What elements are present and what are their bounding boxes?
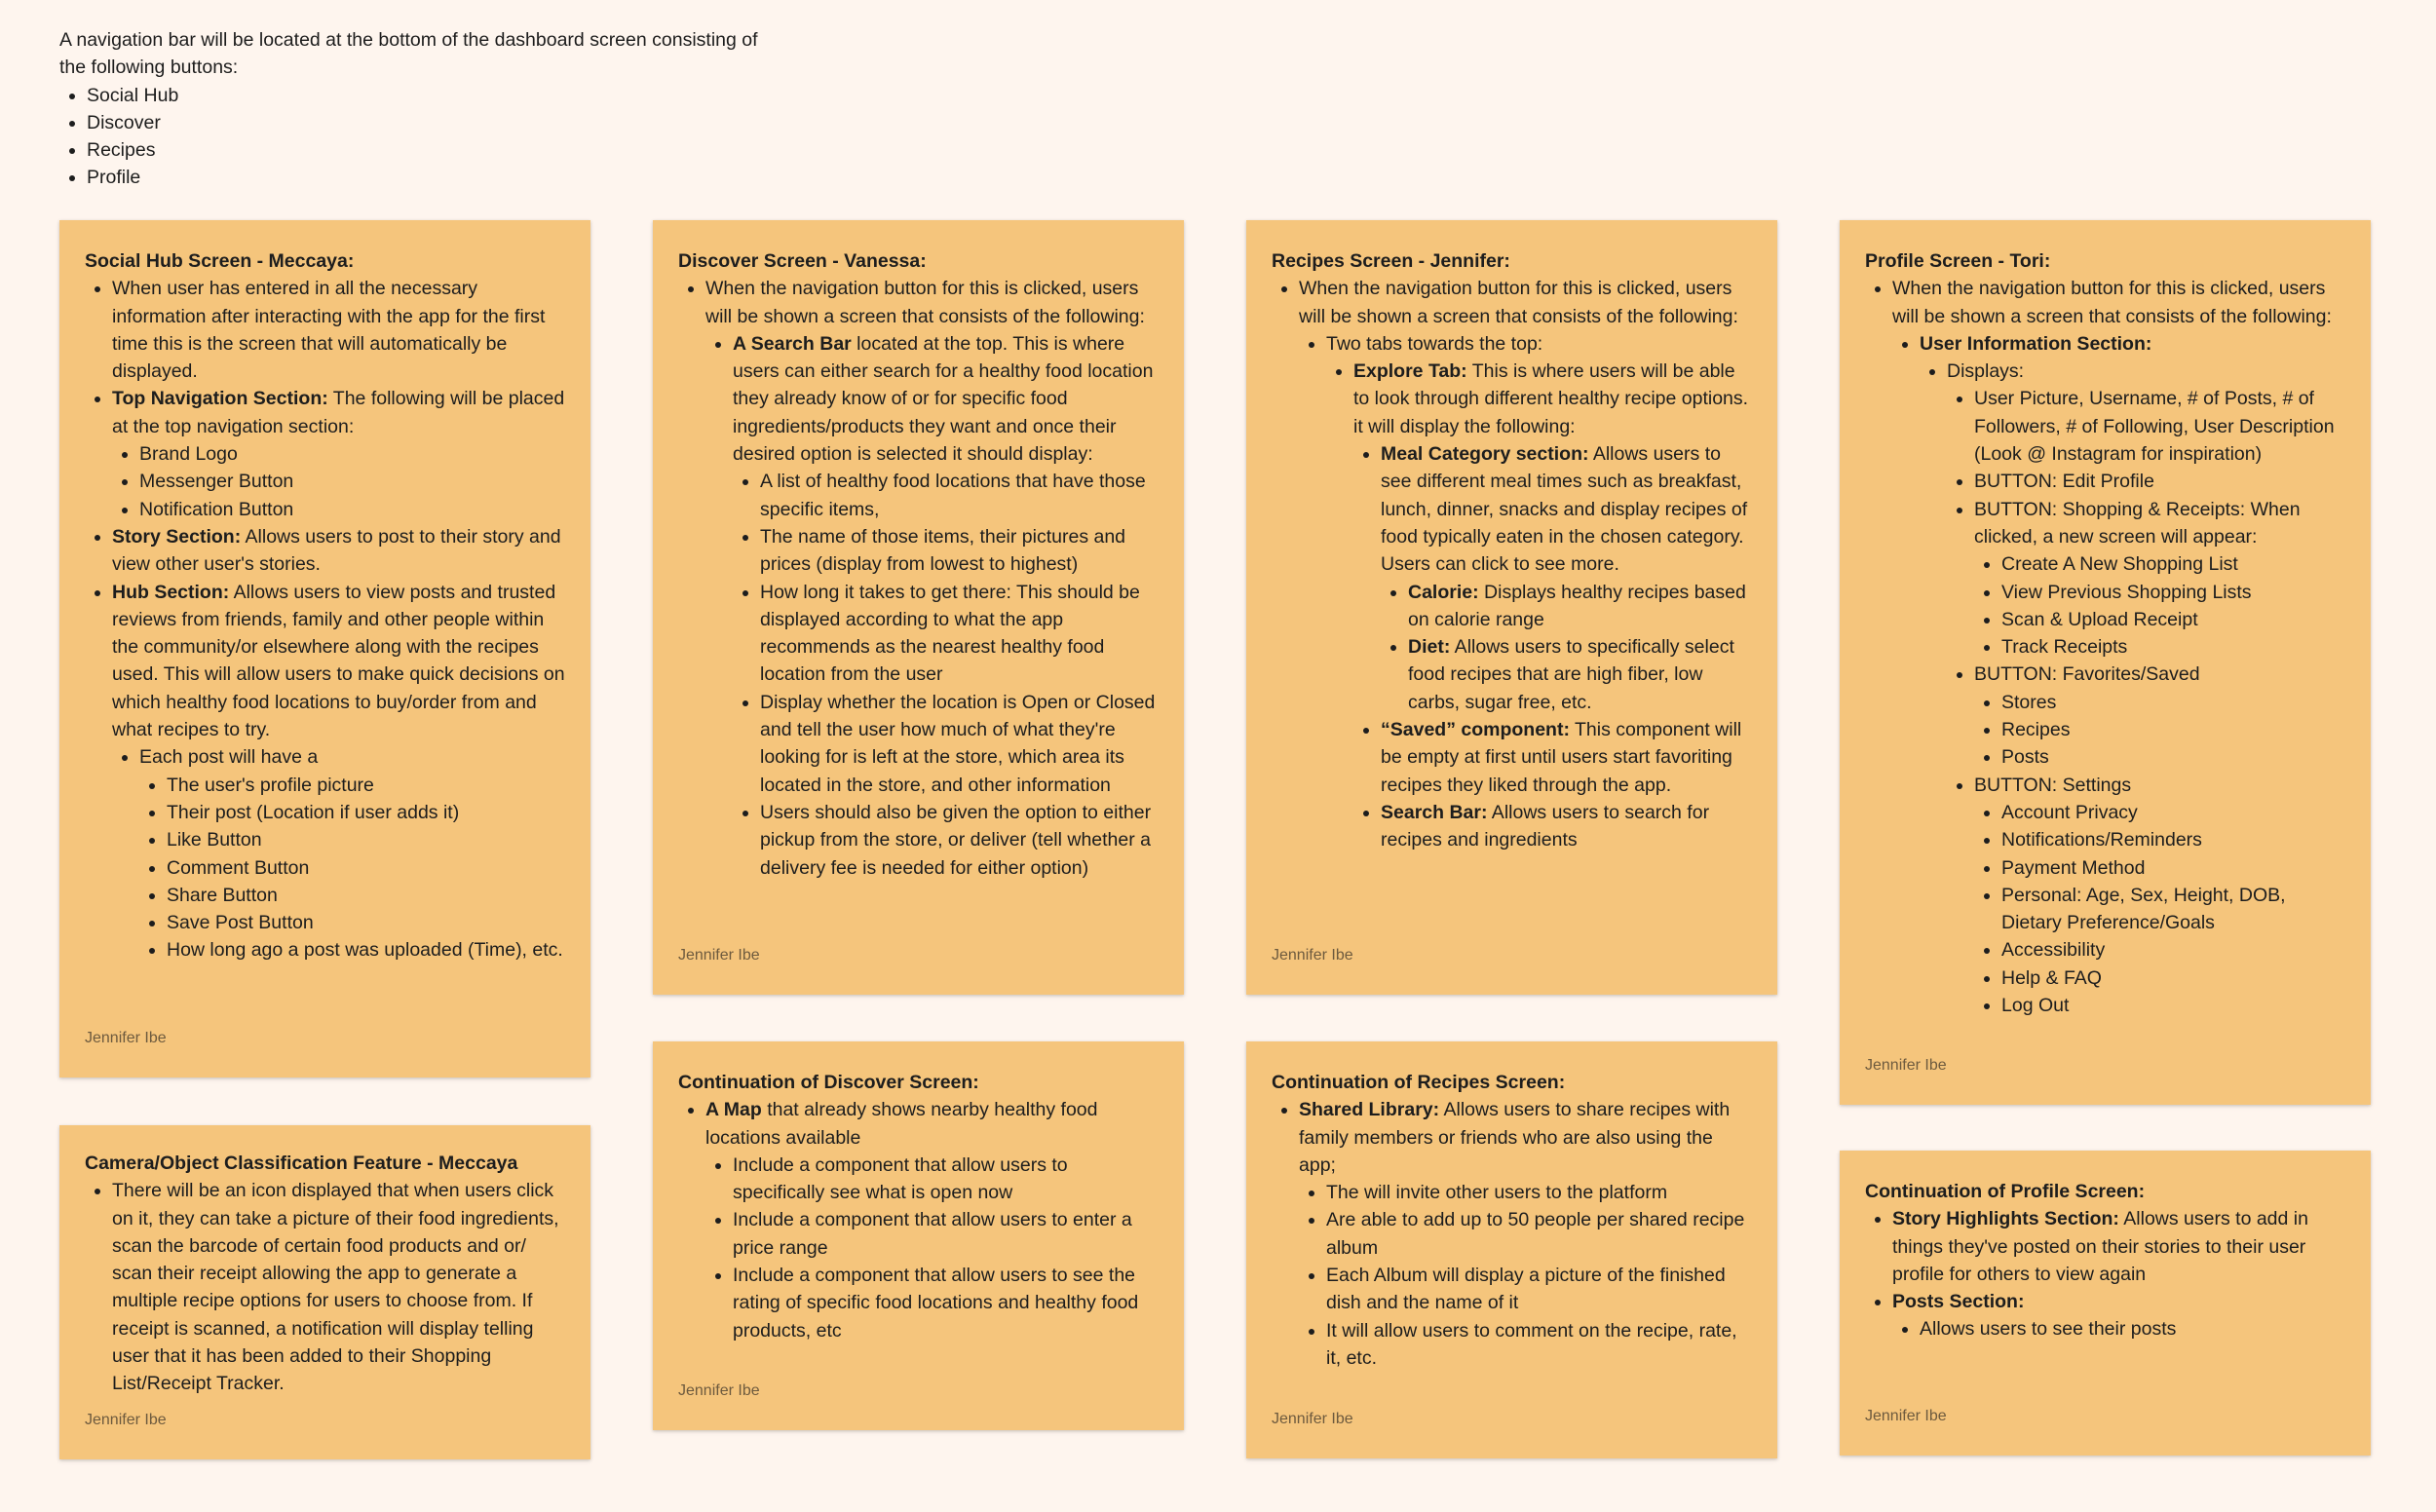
note-list: [85, 1177, 565, 1397]
sticky-note-social-hub[interactable]: [59, 220, 590, 1077]
note-list: [85, 275, 565, 964]
list-item: • A Search Bar located at the top. This is where users can either search for a healthy food location they already know of or for specific food ingredients/products they want and once their desired option is selected it should display: • A list of healthy food locations that have those specific items, • The name of those items, their pictures and prices (display from lowest to highest) • How long it takes to get there: This should be displayed according to what the app recommends as the nearest healthy food location from the user • Display whether the location is Open or Closed and tell the user how much of what they're looking for is left at the store, which area its located in the store, and other information • Users should also be given the option to either pickup from the store, or deliver (tell whether a delivery fee is needed for either option): [733, 330, 1159, 882]
list-item: • Users should also be given the option to either pickup from the store, or deliver (tell whether a delivery fee is needed for either option): [760, 799, 1159, 882]
note-author: Jennifer Ibe: [1865, 1407, 1947, 1424]
note-list: [1865, 1205, 2345, 1342]
note-author: Jennifer Ibe: [678, 1381, 760, 1399]
list-item: • Recipes: [2001, 716, 2345, 743]
list-item: • BUTTON: Settings • Account Privacy • Notifications/Reminders • Payment Method • Personal: Age, Sex, Height, DOB, Dietary Preference/Goals • Accessibility • Help & FAQ • Log Out: [1974, 772, 2345, 1020]
list-item: • How long it takes to get there: This should be displayed according to what the app recommends as the nearest healthy food location from the user: [760, 579, 1159, 689]
list-item: • When the navigation button for this is clicked, users will be shown a screen that consists of the following: • Two tabs towards the top: • Explore Tab: This is where users will be able to look through different healthy recipe options. it will display the following: • Meal Category section: Allows users to see different meal times such as breakfast, lunch, dinner, snacks and display recipes of food typically eaten in the chosen category. Users can click to see more. • Calorie: Displays healthy recipes based on calorie range • Diet: Allows users to specifically select food recipes that are high fiber, low carbs, sugar free, etc. • “Saved” component: This component will be empty at first until users start favoriting recipes they liked through the app. • Search Bar: Allows users to search for recipes and ingredients: [1299, 275, 1752, 853]
list-item: • Include a component that allow users to enter a price range: [733, 1206, 1159, 1262]
list-item: • Each Album will display a picture of the finished dish and the name of it: [1326, 1262, 1752, 1317]
list-item: • View Previous Shopping Lists: [2001, 579, 2345, 606]
list-item: • Like Button: [167, 826, 565, 853]
sticky-note-discover[interactable]: [653, 220, 1184, 995]
note-list: [678, 1096, 1159, 1344]
note-title: Discover Screen - Vanessa:: [678, 250, 927, 272]
note-title: Profile Screen - Tori:: [1865, 250, 2051, 272]
list-item: • Story Highlights Section: Allows users to add in things they've posted on their stories to their user profile for others to view again: [1892, 1205, 2345, 1288]
list-item: • BUTTON: Shopping & Receipts: When clicked, a new screen will appear: • Create A New Shopping List • View Previous Shopping Lists • Scan & Upload Receipt • Track Receipts: [1974, 496, 2345, 662]
note-title: Continuation of Discover Screen:: [678, 1072, 979, 1093]
list-item: • Calorie: Displays healthy recipes based on calorie range: [1408, 579, 1752, 634]
list-item: • Account Privacy: [2001, 799, 2345, 826]
list-item: • Display whether the location is Open or Closed and tell the user how much of what they're looking for is left at the store, which area its located in the store, and other information: [760, 689, 1159, 799]
nav-button-item: • Recipes: [87, 136, 761, 164]
list-item: • Posts Section: • Allows users to see their posts: [1892, 1288, 2345, 1343]
list-item: • Scan & Upload Receipt: [2001, 606, 2345, 633]
note-author: Jennifer Ibe: [1865, 1056, 1947, 1074]
list-item: • Explore Tab: This is where users will be able to look through different healthy recipe options. it will display the following: • Meal Category section: Allows users to see different meal times such as breakfast, lunch, dinner, snacks and display recipes of food typically eaten in the chosen category. Users can click to see more. • Calorie: Displays healthy recipes based on calorie range • Diet: Allows users to specifically select food recipes that are high fiber, low carbs, sugar free, etc. • “Saved” component: This component will be empty at first until users start favoriting recipes they liked through the app. • Search Bar: Allows users to search for recipes and ingredients: [1353, 358, 1752, 853]
list-item: • “Saved” component: This component will be empty at first until users start favoriting recipes they liked through the app.: [1381, 716, 1752, 799]
list-item: • Payment Method: [2001, 854, 2345, 882]
list-item: • Meal Category section: Allows users to see different meal times such as breakfast, lunch, dinner, snacks and display recipes of food typically eaten in the chosen category. Users can click to see more. • Calorie: Displays healthy recipes based on calorie range • Diet: Allows users to specifically select food recipes that are high fiber, low carbs, sugar free, etc.: [1381, 440, 1752, 716]
sticky-note-camera-feature[interactable]: [59, 1125, 590, 1459]
list-item: • User Information Section: • Displays: • User Picture, Username, # of Posts, # of Followers, # of Following, User Description (Look @ Instagram for inspiration) • BUTTON: Edit Profile • BUTTON: Shopping & Receipts: When clicked, a new screen will appear: • Create A New Shopping List • View Previous Shopping Lists • Scan & Upload Receipt • Track Receipts • BUTTON: Favorites/Saved • Stores • Recipes • Posts • BUTTON: Settings • Account Privacy • Notifications/Reminders • Payment Method • Personal: Age, Sex, Height, DOB, Dietary Preference/Goals • Accessibility • Help & FAQ • Log Out: [1920, 330, 2345, 1019]
list-item: • Shared Library: Allows users to share recipes with family members or friends who are also using the app; • The will invite other users to the platform • Are able to add up to 50 people per shared recipe album • Each Album will display a picture of the finished dish and the name of it • It will allow users to comment on the recipe, rate, it, etc.: [1299, 1096, 1752, 1372]
nav-button-item: • Profile: [87, 164, 761, 191]
note-author: Jennifer Ibe: [1272, 946, 1353, 964]
list-item: • There will be an icon displayed that when users click on it, they can take a picture of their food ingredients, scan the barcode of certain food products and or/ scan their receipt allowing the app to generate a multiple recipe options for users to choose from. If receipt is scanned, a notification will display telling user that it has been added to their Shopping List/Receipt Tracker.: [112, 1177, 565, 1397]
list-item: • Notifications/Reminders: [2001, 826, 2345, 853]
sticky-note-recipes-continued[interactable]: [1246, 1041, 1777, 1458]
note-author: Jennifer Ibe: [85, 1411, 167, 1428]
list-item: • Posts: [2001, 743, 2345, 771]
list-item: • Hub Section: Allows users to view posts and trusted reviews from friends, family and other people within the community/or elsewhere along with the recipes used. This will allow users to make quick decisions on which healthy food locations to buy/order from and what recipes to try. • Each post will have a • The user's profile picture • Their post (Location if user adds it) • Like Button • Comment Button • Share Button • Save Post Button • How long ago a post was uploaded (Time), etc.: [112, 579, 565, 964]
note-title: Camera/Object Classification Feature - Meccaya: [85, 1153, 518, 1174]
list-item: • Track Receipts: [2001, 633, 2345, 661]
nav-button-item: • Social Hub: [87, 82, 761, 109]
list-item: • The user's profile picture: [167, 772, 565, 799]
list-item: • Brand Logo: [139, 440, 565, 468]
list-item: • Diet: Allows users to specifically select food recipes that are high fiber, low carbs, sugar free, etc.: [1408, 633, 1752, 716]
list-item: • Include a component that allow users to specifically see what is open now: [733, 1152, 1159, 1207]
intro-description: A navigation bar will be located at the bottom of the dashboard screen consisting of the following buttons:: [59, 29, 758, 79]
note-title: Continuation of Recipes Screen:: [1272, 1072, 1566, 1093]
list-item: • Their post (Location if user adds it): [167, 799, 565, 826]
list-item: • Displays: • User Picture, Username, # of Posts, # of Followers, # of Following, User Description (Look @ Instagram for inspiration) • BUTTON: Edit Profile • BUTTON: Shopping & Receipts: When clicked, a new screen will appear: • Create A New Shopping List • View Previous Shopping Lists • Scan & Upload Receipt • Track Receipts • BUTTON: Favorites/Saved • Stores • Recipes • Posts • BUTTON: Settings • Account Privacy • Notifications/Reminders • Payment Method • Personal: Age, Sex, Height, DOB, Dietary Preference/Goals • Accessibility • Help & FAQ • Log Out: [1947, 358, 2345, 1019]
list-item: • Each post will have a • The user's profile picture • Their post (Location if user adds it) • Like Button • Comment Button • Share Button • Save Post Button • How long ago a post was uploaded (Time), etc.: [139, 743, 565, 964]
list-item: • Story Section: Allows users to post to their story and view other user's stories.: [112, 523, 565, 579]
list-item: • It will allow users to comment on the recipe, rate, it, etc.: [1326, 1317, 1752, 1373]
note-author: Jennifer Ibe: [678, 946, 760, 964]
note-list: [1865, 275, 2345, 1019]
list-item: • Log Out: [2001, 992, 2345, 1019]
note-title: Recipes Screen - Jennifer:: [1272, 250, 1510, 272]
note-list: [678, 275, 1159, 882]
list-item: • The name of those items, their pictures and prices (display from lowest to highest): [760, 523, 1159, 579]
sticky-note-recipes[interactable]: [1246, 220, 1777, 995]
list-item: • Accessibility: [2001, 936, 2345, 964]
list-item: • BUTTON: Favorites/Saved • Stores • Recipes • Posts: [1974, 661, 2345, 771]
list-item: • Personal: Age, Sex, Height, DOB, Dietary Preference/Goals: [2001, 882, 2345, 937]
list-item: • How long ago a post was uploaded (Time), etc.: [167, 936, 565, 964]
list-item: • Messenger Button: [139, 468, 565, 495]
list-item: • When user has entered in all the necessary information after interacting with the app for the first time this is the screen that will automatically be displayed.: [112, 275, 565, 385]
list-item: • Help & FAQ: [2001, 964, 2345, 992]
note-title: Social Hub Screen - Meccaya:: [85, 250, 355, 272]
list-item: • Allows users to see their posts: [1920, 1315, 2345, 1342]
list-item: • User Picture, Username, # of Posts, # of Followers, # of Following, User Description (Look @ Instagram for inspiration): [1974, 385, 2345, 468]
nav-button-item: • Discover: [87, 109, 761, 136]
nav-button-list: [59, 82, 761, 192]
list-item: • Share Button: [167, 882, 565, 909]
note-author: Jennifer Ibe: [1272, 1410, 1353, 1427]
list-item: • Comment Button: [167, 854, 565, 882]
list-item: • Include a component that allow users to see the rating of specific food locations and healthy food products, etc: [733, 1262, 1159, 1344]
list-item: • Stores: [2001, 689, 2345, 716]
sticky-note-profile-continued[interactable]: [1840, 1151, 2371, 1455]
note-list: [1272, 1096, 1752, 1372]
note-author: Jennifer Ibe: [85, 1029, 167, 1046]
list-item: • The will invite other users to the platform: [1326, 1179, 1752, 1206]
list-item: • Save Post Button: [167, 909, 565, 936]
note-title: Continuation of Profile Screen:: [1865, 1181, 2146, 1202]
note-list: [1272, 275, 1752, 853]
list-item: • When the navigation button for this is clicked, users will be shown a screen that consists of the following: • User Information Section: • Displays: • User Picture, Username, # of Posts, # of Followers, # of Following, User Description (Look @ Instagram for inspiration) • BUTTON: Edit Profile • BUTTON: Shopping & Receipts: When clicked, a new screen will appear: • Create A New Shopping List • View Previous Shopping Lists • Scan & Upload Receipt • Track Receipts • BUTTON: Favorites/Saved • Stores • Recipes • Posts • BUTTON: Settings • Account Privacy • Notifications/Reminders • Payment Method • Personal: Age, Sex, Height, DOB, Dietary Preference/Goals • Accessibility • Help & FAQ • Log Out: [1892, 275, 2345, 1019]
sticky-note-profile[interactable]: [1840, 220, 2371, 1105]
sticky-note-discover-continued[interactable]: [653, 1041, 1184, 1430]
list-item: • Top Navigation Section: The following will be placed at the top navigation section: • Brand Logo • Messenger Button • Notification Button: [112, 385, 565, 522]
list-item: • Create A New Shopping List: [2001, 550, 2345, 578]
intro-text-block: [59, 26, 761, 192]
list-item: • BUTTON: Edit Profile: [1974, 468, 2345, 495]
list-item: • A list of healthy food locations that have those specific items,: [760, 468, 1159, 523]
list-item: • Notification Button: [139, 496, 565, 523]
list-item: • When the navigation button for this is clicked, users will be shown a screen that consists of the following: • A Search Bar located at the top. This is where users can either search for a healthy food location they already know of or for specific food ingredients/products they want and once their desired option is selected it should display: • A list of healthy food locations that have those specific items, • The name of those items, their pictures and prices (display from lowest to highest) • How long it takes to get there: This should be displayed according to what the app recommends as the nearest healthy food location from the user • Display whether the location is Open or Closed and tell the user how much of what they're looking for is left at the store, which area its located in the store, and other information • Users should also be given the option to either pickup from the store, or deliver (tell whether a delivery fee is needed for either option): [705, 275, 1159, 882]
list-item: • A Map that already shows nearby healthy food locations available • Include a component that allow users to specifically see what is open now • Include a component that allow users to enter a price range • Include a component that allow users to see the rating of specific food locations and healthy food products, etc: [705, 1096, 1159, 1344]
list-item: • Are able to add up to 50 people per shared recipe album: [1326, 1206, 1752, 1262]
list-item: • Two tabs towards the top: • Explore Tab: This is where users will be able to look through different healthy recipe options. it will display the following: • Meal Category section: Allows users to see different meal times such as breakfast, lunch, dinner, snacks and display recipes of food typically eaten in the chosen category. Users can click to see more. • Calorie: Displays healthy recipes based on calorie range • Diet: Allows users to specifically select food recipes that are high fiber, low carbs, sugar free, etc. • “Saved” component: This component will be empty at first until users start favoriting recipes they liked through the app. • Search Bar: Allows users to search for recipes and ingredients: [1326, 330, 1752, 854]
list-item: • Search Bar: Allows users to search for recipes and ingredients: [1381, 799, 1752, 854]
